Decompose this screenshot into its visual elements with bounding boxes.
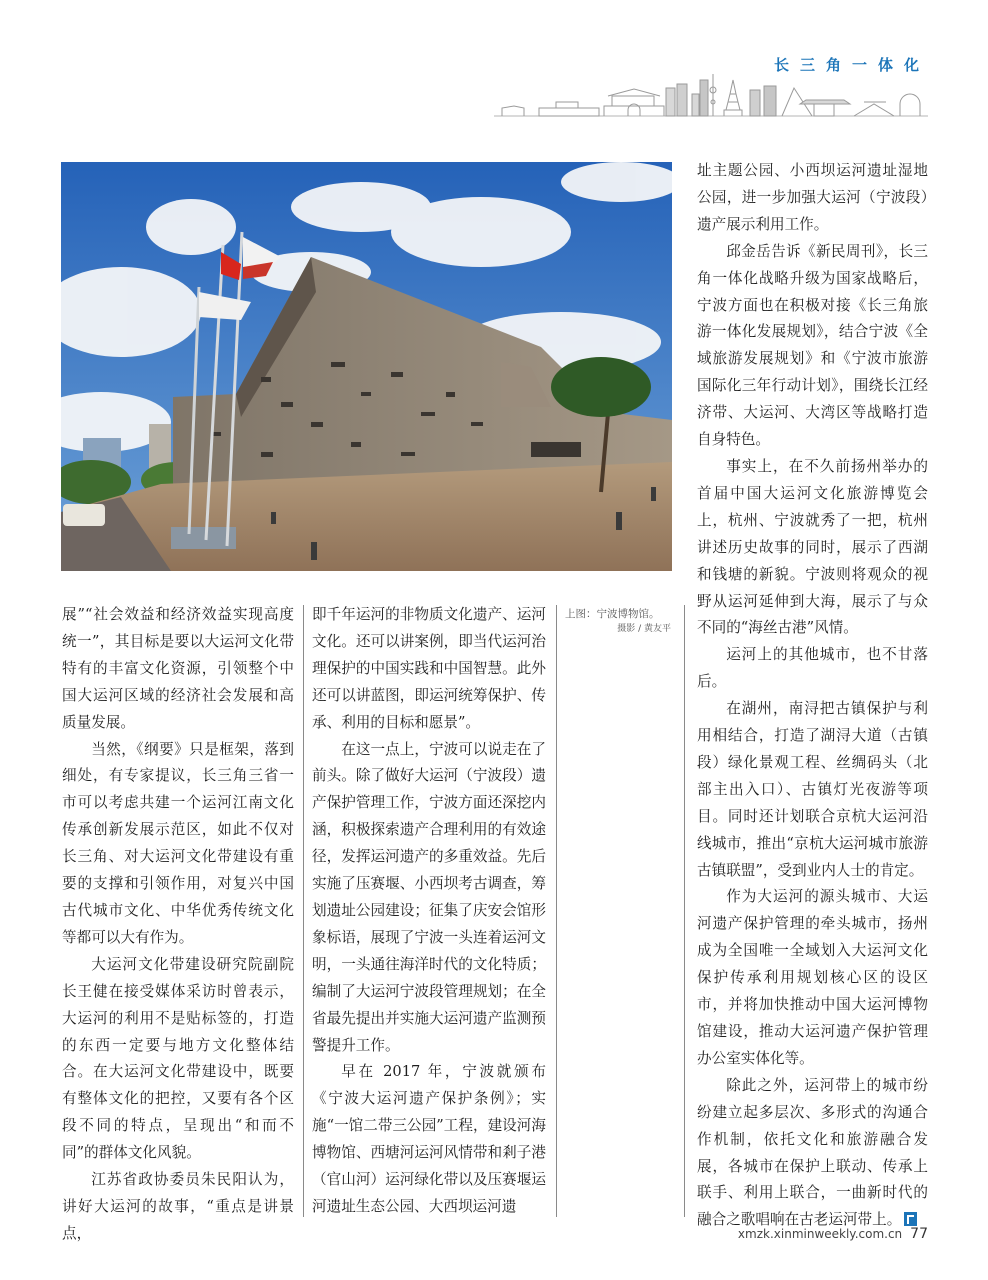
caption-credit: 摄影 / 黄友平 <box>617 624 671 634</box>
paragraph: 早在 2017 年，宁波就颁布《宁波大运河遗产保护条例》；实施“一馆二带三公园”工程，建设河海博物馆、西塘河运河风情带和剎子港（官山河）运河绿化带以及压赛堰运河遗址生态公园、大西坝运河遗 <box>312 1063 546 1215</box>
ningbo-museum-photo <box>61 162 672 571</box>
city-skyline-icon <box>494 72 928 118</box>
photo-caption <box>565 606 675 636</box>
footer-url: xmzk.xinminweekly.com.cn <box>737 1227 903 1241</box>
paragraph: 江苏省政协委员朱民阳认为，讲好大运河的故事，“重点是讲景点， <box>62 1171 294 1242</box>
page-footer <box>720 1226 928 1242</box>
paragraph: 在这一点上，宁波可以说走在了前头。除了做好大运河（宁波段）遗产保护管理工作，宁波方面还深挖内涵，积极探索遗产合理利用的有效途径，发挥运河遗产的多重效益。先后实施了压赛堰、小西坝考古调查，筹划遗址公园建设；征集了庆安会馆形象标语，展现了宁波一头连着运河文明，一头通往海洋时代的文化特质；编制了大运河宁波段管理规划；在全省最先提出并实施大运河遗产监测预警提升工作。 <box>312 740 546 1054</box>
paragraph: 展”“社会效益和经济效益实现高度统一”，其目标是要以大运河文化带特有的丰富文化资源，引领整个中国大运河区域的经济社会发展和高质量发展。 <box>62 606 294 731</box>
paragraph: 运河上的其他城市，也不甘落后。 <box>697 646 928 691</box>
paragraph: 事实上，在不久前扬州举办的首届中国大运河文化旅游博览会上，杭州、宁波就秀了一把，杭州讲述历史故事的同时，展示了西湖和钱塘的新貌。宁波则将观众的视野从运河延伸到大海，展示了与众不同的“海丝古港”风情。 <box>697 457 928 637</box>
paragraph: 即千年运河的非物质文化遗产、运河文化。还可以讲案例，即当代运河治理保护的中国实践和中国智慧。此外还可以讲蓝图，即运河统筹保护、传承、利用的目标和愿景”。 <box>312 606 546 731</box>
paragraph: 址主题公园、小西坝运河遗址湿地公园，进一步加强大运河（宁波段）遗产展示利用工作。 <box>697 162 928 233</box>
caption-title: 上图：宁波博物馆。 <box>565 608 660 620</box>
column-divider <box>556 605 557 1217</box>
paragraph: 大运河文化带建设研究院副院长王健在接受媒体采访时曾表示，大运河的利用不是贴标签的，打造的东西一定要与地方文化整体结合。在大运河文化带建设中，既要有整体文化的把控，又要有各个区段不同的特点，呈现出“和而不同”的群体文化风貌。 <box>62 955 294 1162</box>
article-column-middle <box>312 602 546 1221</box>
section-tag: 长三角一体化 <box>773 56 930 74</box>
paragraph: 当然，《纲要》只是框架，落到细处，有专家提议，长三角三省一市可以考虑共建一个运河江南文化传承创新发展示范区，如此不仅对长三角、对大运河文化带建设有重要的支撑和引领作用，对复兴中国古代城市文化、中华优秀传统文化等都可以大有作为。 <box>62 740 294 946</box>
photo-illustration-icon <box>61 162 672 571</box>
column-divider <box>684 605 685 1217</box>
paragraph: 在湖州，南浔把古镇保护与利用相结合，打造了湖浔大道（古镇段）绿化景观工程、丝绸码头（北部主出入口）、古镇灯光夜游等项目。同时还计划联合京杭大运河沿线城市，推出“京杭大运河城市旅游古镇联盟”，受到业内人士的肯定。 <box>697 700 928 879</box>
page-number: 77 <box>910 1226 928 1242</box>
end-mark-icon <box>904 1212 917 1226</box>
article-column-left <box>62 602 294 1248</box>
paragraph-text: 除此之外，运河带上的城市纷纷建立起多层次、多形式的沟通合作机制，依托文化和旅游融合发展，各城市在保护上联动、传承上联手、利用上联合，一曲新时代的融合之歌唱响在古老运河带上。 <box>697 1076 928 1229</box>
paragraph-last <box>697 1073 928 1234</box>
paragraph: 作为大运河的源头城市、大运河遗产保护管理的牵头城市，扬州成为全国唯一全域划入大运河文化保护传承利用规划核心区的设区市，并将加快推动中国大运河博物馆建设，推动大运河遗产保护管理办公室实体化等。 <box>697 888 928 1067</box>
paragraph: 邱金岳告诉《新民周刊》，长三角一体化战略升级为国家战略后，宁波方面也在积极对接《长三角旅游一体化发展规划》，结合宁波《全域旅游发展规划》和《宁波市旅游国际化三年行动计划》，围绕长江经济带、大运河、大湾区等战略打造自身特色。 <box>697 242 928 449</box>
article-column-right <box>697 158 928 1234</box>
column-divider <box>303 605 304 1217</box>
